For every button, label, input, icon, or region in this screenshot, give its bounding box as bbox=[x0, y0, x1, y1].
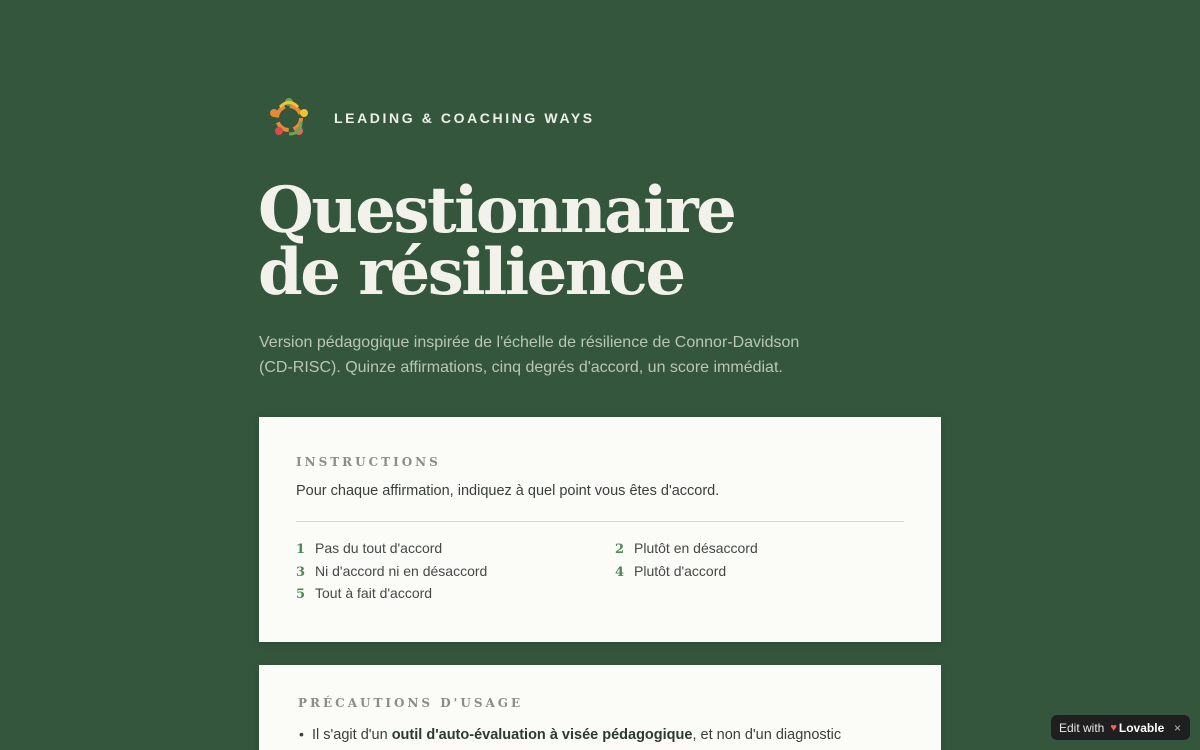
scale-label: Pas du tout d'accord bbox=[315, 540, 443, 556]
precaution-text-prefix: Il s'agit d'un bbox=[312, 727, 392, 743]
scale-number: 3 bbox=[296, 564, 306, 580]
bullet-icon: • bbox=[299, 726, 304, 742]
page-subtitle: Version pédagogique inspirée de l'échelle de résilience de Connor-Davidson (CD-RISC). Quinze affirmations, cinq degrés d'accord, un score immédiat. bbox=[259, 334, 800, 376]
scale-number: 2 bbox=[615, 542, 625, 557]
precaution-text-suffix: , et non d'un diagnostic bbox=[692, 727, 842, 743]
scale-item-3 bbox=[296, 563, 615, 581]
page-header bbox=[265, 94, 595, 142]
brand-name: LEADING & COACHING WAYS bbox=[334, 110, 595, 126]
precautions-card bbox=[259, 665, 941, 750]
page-title bbox=[258, 173, 735, 310]
instructions-label: INSTRUCTIONS bbox=[296, 455, 441, 469]
page-title-line2: de résilience bbox=[258, 235, 684, 310]
scale-label: Ni d'accord ni en désaccord bbox=[315, 562, 488, 579]
instructions-card bbox=[259, 417, 941, 642]
scale-label: Plutôt d'accord bbox=[634, 562, 727, 579]
heart-icon: ♥ bbox=[1110, 721, 1117, 734]
edit-with-label[interactable]: Edit with bbox=[1059, 720, 1105, 735]
instructions-text: Pour chaque affirmation, indiquez à quel point vous êtes d'accord. bbox=[296, 483, 720, 499]
scale-item-2 bbox=[615, 540, 904, 558]
edit-with-lovable-badge[interactable] bbox=[1051, 715, 1190, 740]
likert-scale-legend bbox=[296, 540, 904, 603]
divider bbox=[296, 521, 904, 522]
close-icon[interactable]: × bbox=[1173, 720, 1181, 735]
page-title-line1: Questionnaire bbox=[258, 173, 735, 248]
scale-number: 5 bbox=[296, 587, 306, 602]
precaution-text-bold: outil d'auto-évaluation à visée pédagogique bbox=[391, 727, 693, 743]
scale-item-4 bbox=[615, 563, 904, 581]
circle-of-people-logo bbox=[265, 94, 313, 142]
scale-item-1 bbox=[296, 540, 615, 558]
list-item bbox=[299, 726, 841, 743]
scale-number: 1 bbox=[296, 542, 306, 557]
precautions-label: PRÉCAUTIONS D'USAGE bbox=[298, 696, 524, 710]
scale-label: Plutôt en désaccord bbox=[634, 540, 758, 556]
scale-number: 4 bbox=[615, 564, 625, 580]
scale-item-5 bbox=[296, 585, 615, 603]
scale-label: Tout à fait d'accord bbox=[315, 585, 433, 601]
lovable-brand[interactable]: Lovable bbox=[1118, 720, 1165, 735]
